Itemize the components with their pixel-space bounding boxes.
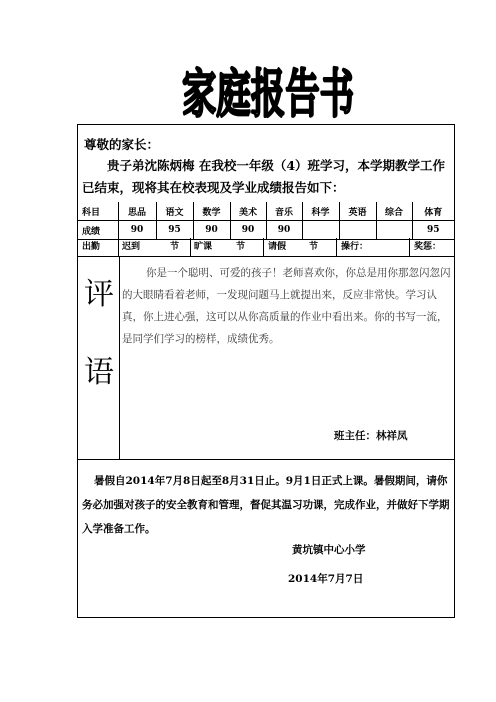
svg-text:家庭报告书: 家庭报告书 [182, 65, 354, 125]
intro-paragraph: 贵子弟沈陈炳梅 在我校一年级（4）班学习，本学期教学工作已结束，现将其在校表现及学业成绩报告如下： [82, 158, 446, 195]
subject-cell: 综合 [376, 202, 412, 221]
score-header: 成绩 [78, 221, 118, 240]
attendance-row [78, 238, 454, 256]
score-cell [302, 221, 339, 240]
award-label: 奖惩： [414, 242, 442, 252]
review-char-ping: 评 [84, 277, 114, 312]
teacher-comment: 你是一个聪明、可爱的孩子！老师喜欢你，你总是用你那忽闪忽闪的大眼睛看着老师，一发现问题马上就提出来，反应非常快。学习认真，你上进心强，这可以从你高质量的作业中看出来。你的书写一流，是同学们学习的榜样，成绩优秀。 [122, 267, 451, 345]
grades-score-row [78, 221, 454, 240]
report-date: 2014年7月7日 [288, 573, 364, 585]
score-cell: 90 [266, 221, 302, 240]
report-title [178, 58, 358, 124]
score-cell: 90 [230, 221, 266, 240]
subject-cell: 科学 [302, 202, 339, 221]
conduct-label: 操行： [341, 242, 369, 252]
subject-cell: 音乐 [266, 202, 302, 221]
review-section [78, 256, 454, 459]
subject-cell: 数学 [193, 202, 230, 221]
subject-cell: 美术 [230, 202, 266, 221]
score-cell [376, 221, 412, 240]
grades-table [78, 202, 454, 240]
score-cell: 95 [412, 221, 454, 240]
score-cell: 90 [193, 221, 230, 240]
subject-cell: 语文 [156, 202, 193, 221]
leave-unit: 节 [309, 242, 319, 252]
subject-cell: 英语 [339, 202, 376, 221]
review-char-yu: 语 [84, 355, 114, 390]
late-label: 迟到 [122, 242, 141, 252]
absent-label: 旷课 [194, 242, 213, 252]
attendance-label: 出勤 [82, 242, 101, 252]
subject-cell: 思品 [118, 202, 156, 221]
score-cell: 95 [156, 221, 193, 240]
greeting: 尊敬的家长： [84, 137, 160, 152]
absent-unit: 节 [236, 242, 246, 252]
score-cell [339, 221, 376, 240]
teacher-signature: 班主任：林祥凤 [334, 430, 408, 442]
score-cell: 90 [118, 221, 156, 240]
grades-header-row [78, 202, 454, 221]
school-name: 黄坑镇中心小学 [292, 544, 366, 556]
subject-cell: 体育 [412, 202, 454, 221]
holiday-notice: 暑假自2014年7月8日起至8月31日止。9月1日正式上课。暑假期间，请你务必加强对孩子的安全教育和管理，督促其温习功课，完成作业，并做好下学期入学准备工作。 [82, 475, 450, 535]
subject-header: 科目 [78, 202, 118, 221]
late-unit: 节 [170, 242, 180, 252]
report-frame [77, 124, 455, 618]
leave-label: 请假 [268, 242, 287, 252]
